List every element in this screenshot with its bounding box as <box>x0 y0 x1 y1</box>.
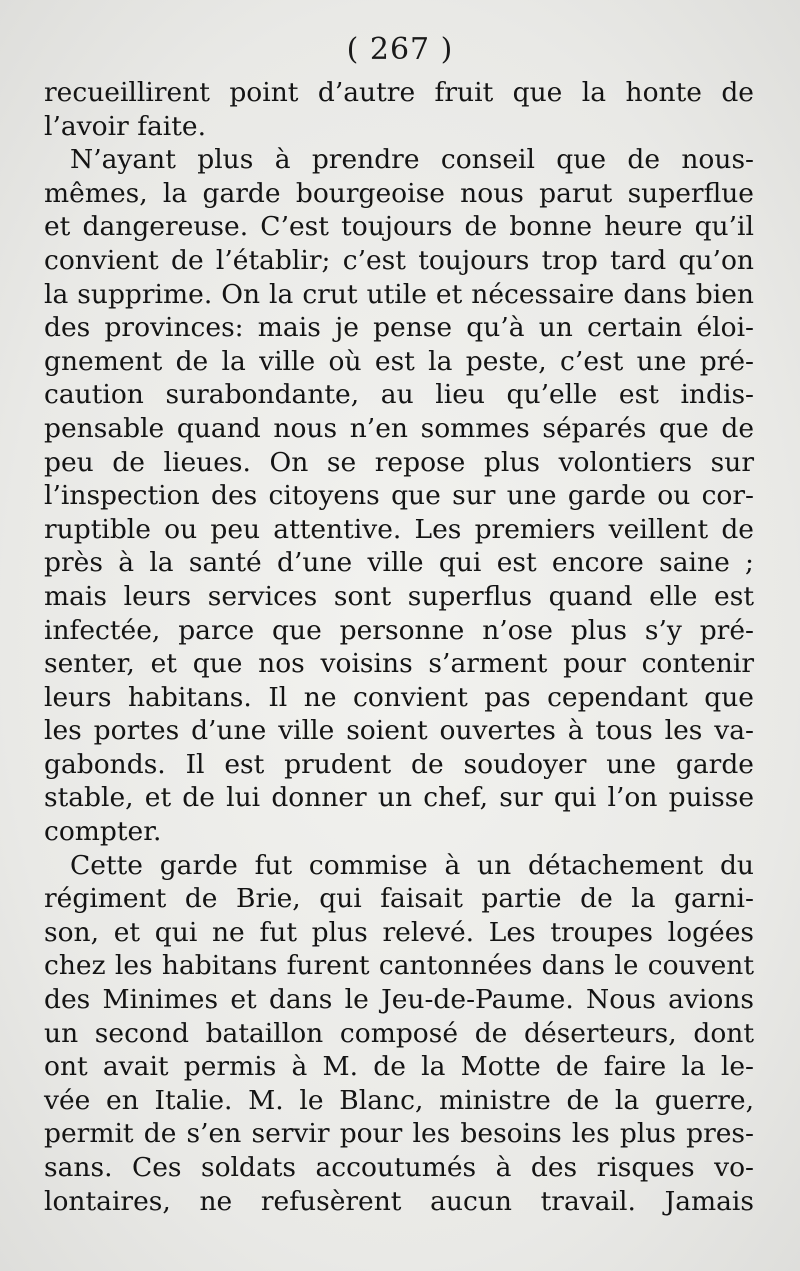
text-line: peu de lieues. On se repose plus volontiers sur <box>44 446 754 478</box>
text-line: gabonds. Il est prudent de soudoyer une garde <box>44 748 754 780</box>
page-number: ( 267 ) <box>346 32 454 67</box>
text-line: et dangereuse. C’est toujours de bonne heure qu’il <box>44 211 754 243</box>
text-line: mêmes, la garde bourgeoise nous parut superflue <box>44 177 754 209</box>
body-text <box>44 76 754 1218</box>
text-line: lontaires, ne refusèrent aucun travail. Jamais <box>44 1185 754 1217</box>
text-line: des provinces: mais je pense qu’à un certain éloi- <box>44 312 754 344</box>
text-line: près à la santé d’une ville qui est encore saine ; <box>44 547 754 579</box>
text-line: vée en Italie. M. le Blanc, ministre de la guerre, <box>44 1084 754 1116</box>
text-line: stable, et de lui donner un chef, sur qui l’on puisse <box>44 782 754 814</box>
text-line: régiment de Brie, qui faisait partie de la garni- <box>44 883 754 915</box>
text-line: ont avait permis à M. de la Motte de faire la le- <box>44 1051 754 1083</box>
text-line: infectée, parce que personne n’ose plus s’y pré- <box>44 614 754 646</box>
text-line: sans. Ces soldats accoutumés à des risques vo- <box>44 1152 754 1183</box>
text-line: chez les habitans furent cantonnées dans le couvent <box>44 950 754 982</box>
text-line: caution surabondante, au lieu qu’elle est indis- <box>44 379 754 411</box>
text-line: son, et qui ne fut plus relevé. Les troupes logées <box>44 916 754 948</box>
text-line: un second bataillon composé de déserteurs, dont <box>44 1017 754 1049</box>
text-line: senter, et que nos voisins s’arment pour contenir <box>44 648 754 680</box>
text-line: pensable quand nous n’en sommes séparés que de <box>44 412 754 444</box>
text-line: l’inspection des citoyens que sur une garde ou cor- <box>44 480 754 512</box>
text-line: la supprime. On la crut utile et nécessaire dans bien <box>44 278 754 310</box>
text-line: des Minimes et dans le Jeu-de-Paume. Nous avions <box>44 984 754 1016</box>
text-line: l’avoir faite. <box>44 110 207 142</box>
text-line: ruptible ou peu attentive. Les premiers veillent de <box>44 513 754 545</box>
text-line: mais leurs services sont superflus quand elle est <box>44 580 754 612</box>
text-line: les portes d’une ville soient ouvertes à tous les va- <box>44 715 754 747</box>
text-line: recueillirent point d’autre fruit que la honte de <box>44 77 754 108</box>
text-line: compter. <box>44 816 162 848</box>
text-line: gnement de la ville où est la peste, c’est une pré- <box>44 345 754 377</box>
text-line: Cette garde fut commise à un détachement du <box>70 849 754 881</box>
text-line: permit de s’en servir pour les besoins les plus pres- <box>44 1118 754 1150</box>
text-line: convient de l’établir; c’est toujours trop tard qu’on <box>44 244 754 276</box>
text-line: N’ayant plus à prendre conseil que de nous- <box>70 144 754 176</box>
text-line: leurs habitans. Il ne convient pas cependant que <box>44 681 754 713</box>
